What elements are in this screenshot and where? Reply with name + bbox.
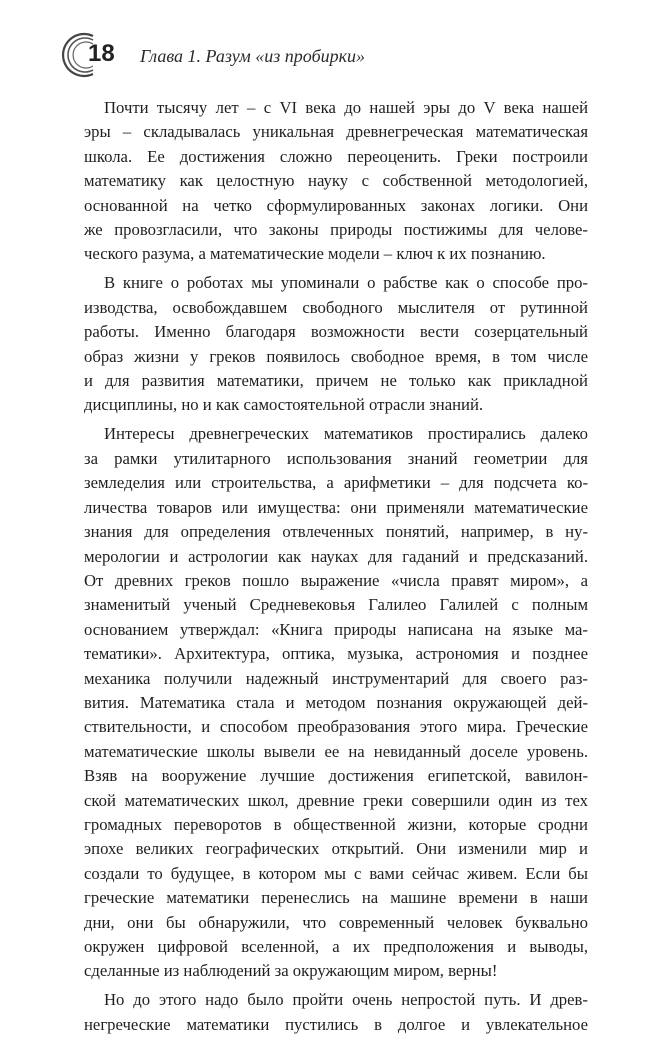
text-line: мерологии и астрологии как науках для гаданий и предсказаний. (84, 546, 588, 566)
page-number: 18 (88, 40, 115, 67)
text-line: негреческие математики пустились в долгое и увлекательное (84, 1014, 588, 1034)
text-line: Но до этого надо было пройти очень непростой путь. И древ- (104, 990, 588, 1010)
text-line: сделанные из наблюдений за окружающим миром, верны! (84, 961, 498, 981)
paragraph-1 (84, 96, 588, 267)
running-head: Глава 1. Разум «из пробирки» (140, 46, 366, 66)
paragraph-4 (84, 988, 588, 1037)
text-line: же провозгласили, что законы природы постижимы для челове- (84, 220, 588, 240)
text-line: основанием утверждал: «Книга природы написана на языке ма- (84, 619, 588, 639)
text-line: знаменитый ученый Средневековья Галилео Галилей с полным (84, 595, 588, 615)
text-line: изводства, освобождавшем свободного мыслителя от рутинной (84, 297, 588, 317)
text-line: механика получили надежный инструментарий для своего раз- (84, 668, 588, 688)
text-line: основанной на четко сформулированных законах логики. Они (84, 195, 588, 215)
text-line: земледелия или строительства, а арифметики – для подсчета ко- (84, 473, 588, 493)
text-line: окружен цифровой вселенной, а их предположения и выводы, (84, 937, 588, 956)
text-line: ческого разума, а математические модели – ключ к их познанию. (84, 244, 546, 264)
text-line: Взяв на вооружение лучшие достижения египетской, вавилон- (84, 766, 588, 786)
text-line: греческие математики перенеслись на машине времени в наши (84, 888, 588, 908)
text-line: личества товаров или имущества: они применяли математические (84, 497, 588, 517)
text-line: математические школы вывели ее на невиданный доселе уровень. (84, 741, 588, 761)
text-line: образ жизни у греков появилось свободное время, в том числе (84, 346, 588, 366)
text-line: знания для определения отвлеченных понятий, например, в ну- (84, 522, 588, 542)
body-text (84, 96, 588, 1037)
text-line: за рамки утилитарного использования знаний геометрии для (84, 448, 588, 468)
text-line: ской математических школ, древние греки совершили один из тех (84, 790, 588, 810)
text-line: От древних греков пошло выражение «числа правят миром», а (84, 570, 588, 590)
text-line: Интересы древнегреческих математиков простирались далеко (104, 424, 588, 444)
page-header (60, 30, 620, 80)
text-line: В книге о роботах мы упоминали о рабстве как о способе про- (104, 273, 588, 293)
text-line: создали то будущее, в котором мы с вами сейчас живем. Если бы (84, 863, 588, 883)
text-line: дни, они бы обнаружили, что современный человек буквально (84, 912, 588, 932)
text-line: школа. Ее достижения сложно переоценить. Греки построили (84, 146, 588, 166)
text-line: эпохе великих географических открытий. Они изменили мир и (84, 839, 588, 859)
text-line: работы. Именно благодаря возможности вести созерцательный (84, 322, 588, 342)
text-line: ствительности, и способом преобразования этого мира. Греческие (84, 717, 588, 737)
text-line: дисциплины, но и как самостоятельной отрасли знаний. (84, 395, 484, 415)
text-line: математику как целостную науку с собственной методологией, (84, 171, 588, 191)
paragraph-3 (84, 422, 588, 983)
text-line: вития. Математика стала и методом познания окружающей дей- (84, 692, 588, 712)
text-line: и для развития математики, причем не только как прикладной (84, 371, 588, 391)
text-line: громадных переворотов в общественной жизни, которые сродни (84, 814, 588, 834)
text-line: тематики». Архитектура, оптика, музыка, астрономия и позднее (84, 644, 588, 664)
text-line: эры – складывалась уникальная древнегреческая математическая (84, 122, 588, 142)
text-line: Почти тысячу лет – с VI века до нашей эры до V века нашей (104, 98, 588, 117)
paragraph-2 (84, 271, 588, 417)
